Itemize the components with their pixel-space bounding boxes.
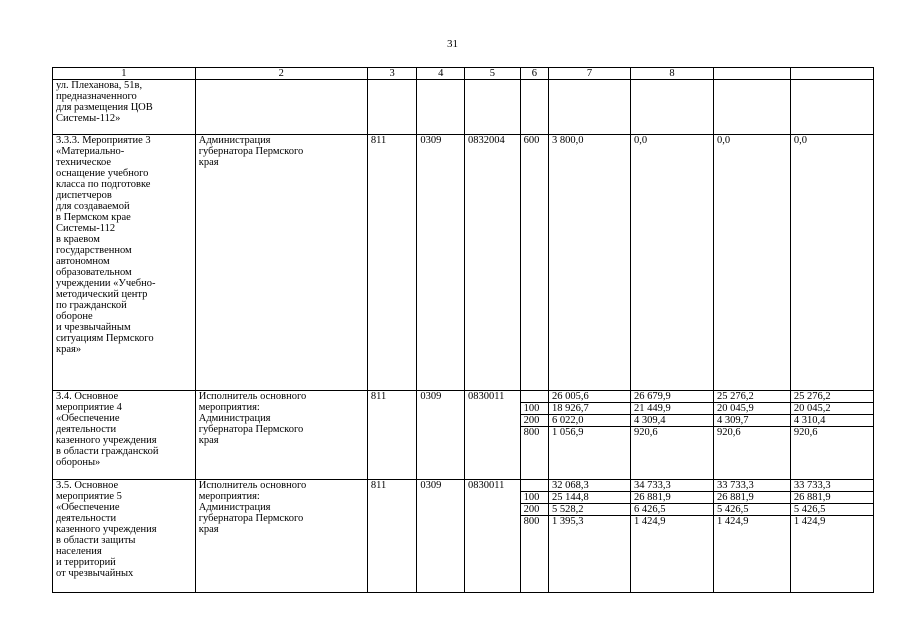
column-number-cell: 1 (53, 68, 196, 80)
amount-cell: 25 276,2 (714, 391, 791, 403)
section-cell: 0309 (417, 480, 465, 593)
target-article-cell: 0830011 (465, 480, 521, 593)
activity-name-cell: ул. Плеханова, 51в, предназначенного для размещения ЦОВ Системы-112» (53, 80, 196, 135)
expense-type-cell: 800 (520, 427, 548, 480)
executor-cell: Исполнитель основного мероприятия: Администрация губернатора Пермского края (195, 391, 367, 480)
amount-cell: 5 528,2 (549, 504, 631, 516)
column-number-cell: 3 (367, 68, 417, 80)
budget-table (52, 67, 874, 593)
code-cell: 811 (367, 391, 417, 480)
amount-cell: 920,6 (714, 427, 791, 480)
amount-cell: 26 005,6 (549, 391, 631, 403)
target-article-cell: 0832004 (465, 135, 521, 391)
code-cell (367, 80, 417, 135)
column-number-row (53, 68, 874, 80)
amount-cell: 34 733,3 (631, 480, 714, 492)
amount-cell: 32 068,3 (549, 480, 631, 492)
amount-cell: 0,0 (714, 135, 791, 391)
column-number-cell: 8 (631, 68, 714, 80)
expense-type-cell: 800 (520, 516, 548, 593)
amount-cell: 1 424,9 (631, 516, 714, 593)
amount-cell: 6 426,5 (631, 504, 714, 516)
executor-cell: Администрация губернатора Пермского края (195, 135, 367, 391)
amount-cell: 1 056,9 (549, 427, 631, 480)
target-article-cell: 0830011 (465, 391, 521, 480)
expense-type-cell (520, 391, 548, 403)
section-cell: 0309 (417, 391, 465, 480)
amount-cell: 3 800,0 (549, 135, 631, 391)
amount-cell: 26 881,9 (790, 492, 873, 504)
amount-cell: 1 424,9 (714, 516, 791, 593)
amount-cell: 5 426,5 (714, 504, 791, 516)
column-number-cell: 6 (520, 68, 548, 80)
expense-type-cell: 200 (520, 504, 548, 516)
amount-cell: 1 424,9 (790, 516, 873, 593)
table-row (53, 135, 874, 391)
amount-cell: 0,0 (790, 135, 873, 391)
amount-cell (549, 80, 631, 135)
column-number-cell (714, 68, 791, 80)
column-number-cell: 4 (417, 68, 465, 80)
column-number-cell (790, 68, 873, 80)
amount-cell: 1 395,3 (549, 516, 631, 593)
code-cell: 811 (367, 135, 417, 391)
amount-cell: 21 449,9 (631, 403, 714, 415)
column-number-cell: 7 (549, 68, 631, 80)
amount-cell: 20 045,2 (790, 403, 873, 415)
expense-type-cell (520, 80, 548, 135)
amount-cell: 26 679,9 (631, 391, 714, 403)
section-cell (417, 80, 465, 135)
page-number: 31 (447, 38, 458, 50)
expense-type-cell (520, 480, 548, 492)
executor-cell (195, 80, 367, 135)
amount-cell: 18 926,7 (549, 403, 631, 415)
activity-name-cell: 3.3.3. Мероприятие 3 «Материально- техническое оснащение учебного класса по подготовке диспетчеров для создаваемой в Пермском крае Системы-112 в краевом государственном автономном образовательном учреждении «Учебно- методический центр по гражданской обороне и чрезвычайным ситуациям Пермского края» (53, 135, 196, 391)
activity-name-cell: 3.5. Основное мероприятие 5 «Обеспечение деятельности казенного учреждения в области защиты населения и территорий от чрезвычайных (53, 480, 196, 593)
amount-cell: 26 881,9 (714, 492, 791, 504)
expense-type-cell: 600 (520, 135, 548, 391)
amount-cell (631, 80, 714, 135)
table-row (53, 80, 874, 135)
amount-cell: 25 276,2 (790, 391, 873, 403)
column-number-cell: 5 (465, 68, 521, 80)
activity-name-cell: 3.4. Основное мероприятие 4 «Обеспечение деятельности казенного учреждения в области гражданской обороны» (53, 391, 196, 480)
expense-type-cell: 200 (520, 415, 548, 427)
section-cell: 0309 (417, 135, 465, 391)
column-number-cell: 2 (195, 68, 367, 80)
amount-cell: 920,6 (631, 427, 714, 480)
amount-cell (790, 80, 873, 135)
code-cell: 811 (367, 480, 417, 593)
amount-cell: 0,0 (631, 135, 714, 391)
table-row (53, 480, 874, 492)
expense-type-cell: 100 (520, 492, 548, 504)
amount-cell: 33 733,3 (790, 480, 873, 492)
amount-cell: 5 426,5 (790, 504, 873, 516)
target-article-cell (465, 80, 521, 135)
expense-type-cell: 100 (520, 403, 548, 415)
amount-cell: 920,6 (790, 427, 873, 480)
amount-cell (714, 80, 791, 135)
amount-cell: 4 310,4 (790, 415, 873, 427)
amount-cell: 6 022,0 (549, 415, 631, 427)
amount-cell: 4 309,7 (714, 415, 791, 427)
amount-cell: 25 144,8 (549, 492, 631, 504)
table-row (53, 391, 874, 403)
amount-cell: 4 309,4 (631, 415, 714, 427)
amount-cell: 20 045,9 (714, 403, 791, 415)
amount-cell: 33 733,3 (714, 480, 791, 492)
amount-cell: 26 881,9 (631, 492, 714, 504)
executor-cell: Исполнитель основного мероприятия: Администрация губернатора Пермского края (195, 480, 367, 593)
